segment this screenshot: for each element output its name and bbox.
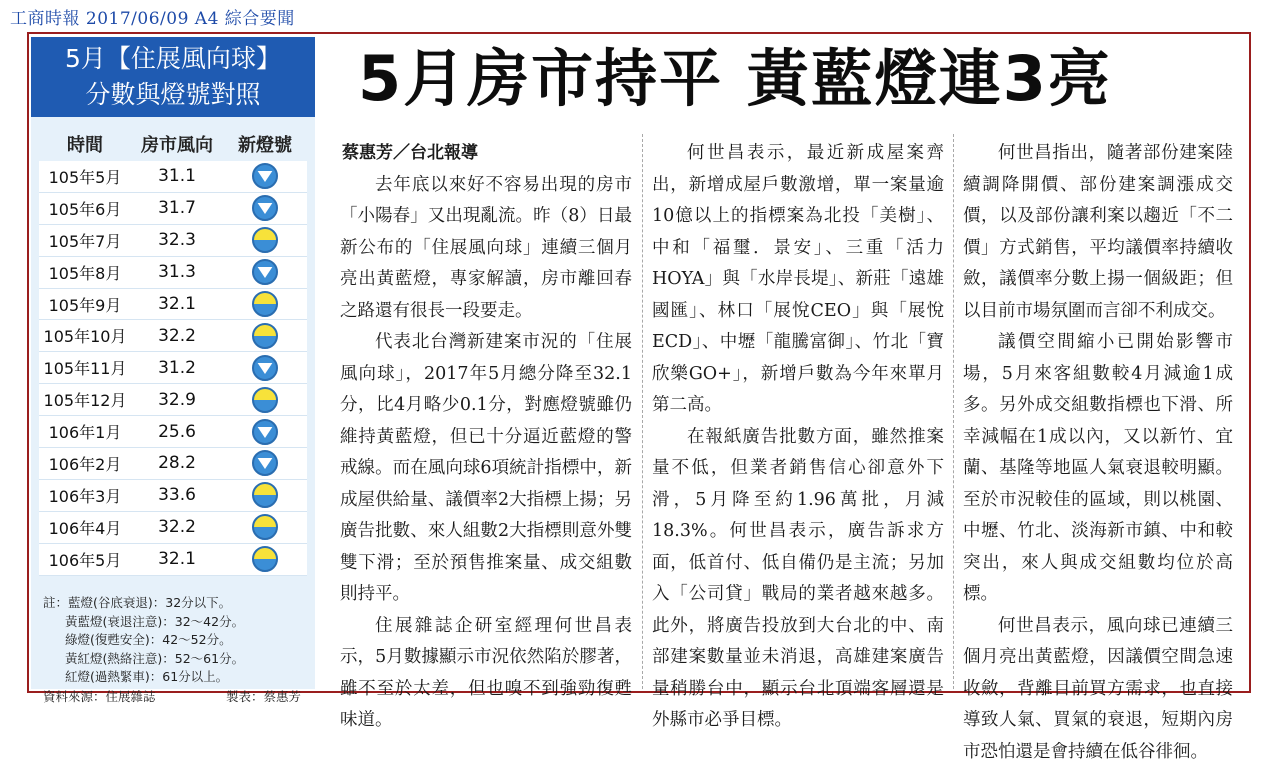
- row-score: 32.1: [131, 549, 223, 569]
- blue-lamp-icon: [252, 195, 278, 221]
- row-time: 106年4月: [39, 516, 131, 539]
- article-column-3: [963, 138, 1233, 693]
- headline: 5月房市持平 黃藍燈連3亮: [358, 34, 1238, 124]
- header-time: 時間: [39, 131, 131, 157]
- paragraph: 何世昌指出，隨著部份建案陸續調降開價、部份建案調漲成交價，以及部份讓利案以趨近「不二價」方式銷售，平均議價率持續收斂，議價率分數上揚一個級距；但以目前市場氛圍而言卻不利成交。: [963, 138, 1233, 327]
- row-lamp: [223, 387, 307, 413]
- row-lamp: [223, 259, 307, 285]
- row-lamp: [223, 355, 307, 381]
- yellow-blue-lamp-icon: [252, 323, 278, 349]
- blue-lamp-icon: [252, 450, 278, 476]
- row-score: 25.6: [131, 422, 223, 442]
- byline: 蔡惠芳／台北報導: [340, 138, 632, 170]
- table-row: [39, 257, 307, 289]
- note-blue: 註：藍燈(谷底衰退)：32分以下。: [43, 594, 313, 613]
- table-row: [39, 193, 307, 225]
- row-score: 32.1: [131, 294, 223, 314]
- header-lamp: 新燈號: [223, 131, 307, 157]
- table-row: [39, 289, 307, 321]
- row-lamp: [223, 163, 307, 189]
- row-time: 105年9月: [39, 293, 131, 316]
- table-row: [39, 544, 307, 576]
- paragraph: 議價空間縮小已開始影響市場，5月來客組數較4月減逾1成多。另外成交組數指標也下滑、所幸減幅在1成以內，又以新竹、宜蘭、基隆等地區人氣衰退較明顯。至於市況較佳的區域，則以桃園、中壢、竹北、淡海新市鎮、中和較突出，來人與成交組數均位於高標。: [963, 327, 1233, 611]
- note-yellow-blue: 黃藍燈(衰退注意)：32～42分。: [43, 613, 313, 632]
- info-panel: [31, 37, 315, 689]
- table-body: [39, 161, 307, 576]
- score-table: [39, 127, 307, 576]
- row-time: 106年1月: [39, 420, 131, 443]
- row-score: 31.1: [131, 166, 223, 186]
- table-editor: 製表：蔡惠芳: [226, 688, 313, 707]
- row-lamp: [223, 227, 307, 253]
- row-lamp: [223, 419, 307, 445]
- panel-title: [31, 37, 315, 117]
- yellow-blue-lamp-icon: [252, 387, 278, 413]
- panel-title-line2: 分數與燈號對照: [31, 77, 315, 113]
- blue-lamp-icon: [252, 259, 278, 285]
- table-row: [39, 480, 307, 512]
- row-time: 105年7月: [39, 229, 131, 252]
- legend-notes: [43, 594, 313, 706]
- note-red: 紅燈(過熱緊車)：61分以上。: [43, 668, 313, 687]
- row-time: 106年2月: [39, 452, 131, 475]
- row-score: 28.2: [131, 453, 223, 473]
- table-row: [39, 448, 307, 480]
- paragraph: 在報紙廣告批數方面，雖然推案量不低，但業者銷售信心卻意外下滑，5月降至約1.96萬批，月減18.3%。何世昌表示，廣告訴求方面，低首付、低自備仍是主流；另加入「公司貸」戰局的業者越來越多。此外，將廣告投放到大台北的中、南部建案數量並未消退，高雄建案廣告量稍勝台中，顯示台北頂端客層還是外縣市必爭目標。: [652, 422, 944, 737]
- row-lamp: [223, 546, 307, 572]
- data-source: 資料來源：住展雜誌: [43, 688, 156, 707]
- table-row: [39, 161, 307, 193]
- table-row: [39, 320, 307, 352]
- table-header: [39, 127, 307, 161]
- row-time: 106年5月: [39, 548, 131, 571]
- newspaper-source-line: 工商時報 2017/06/09 A4 綜合要聞: [10, 4, 295, 28]
- row-time: 105年8月: [39, 261, 131, 284]
- row-score: 31.2: [131, 358, 223, 378]
- table-row: [39, 384, 307, 416]
- panel-title-line1: 5月【住展風向球】: [31, 41, 315, 77]
- table-row: [39, 352, 307, 384]
- row-score: 31.3: [131, 262, 223, 282]
- note-green: 綠燈(復甦安全)：42～52分。: [43, 631, 313, 650]
- yellow-blue-lamp-icon: [252, 482, 278, 508]
- row-time: 105年10月: [39, 324, 131, 347]
- article-column-2: [652, 138, 944, 693]
- paragraph: 住展雜誌企研室經理何世昌表示，5月數據顯示市況依然陷於膠著，雖不至於太差，但也嗅不到強勁復甦味道。: [340, 611, 632, 737]
- header-score: 房市風向: [131, 131, 223, 157]
- article-column-1: [340, 138, 632, 693]
- blue-lamp-icon: [252, 355, 278, 381]
- column-divider: [642, 134, 643, 689]
- row-score: 32.9: [131, 390, 223, 410]
- blue-lamp-icon: [252, 163, 278, 189]
- yellow-blue-lamp-icon: [252, 291, 278, 317]
- row-time: 105年12月: [39, 388, 131, 411]
- column-divider: [953, 134, 954, 689]
- row-time: 106年3月: [39, 484, 131, 507]
- row-lamp: [223, 450, 307, 476]
- paragraph: 去年底以來好不容易出現的房市「小陽春」又出現亂流。昨（8）日最新公布的「住展風向球」連續三個月亮出黃藍燈，專家解讀，房市離回春之路還有很長一段要走。: [340, 170, 632, 328]
- source-row: [43, 688, 313, 707]
- row-score: 32.2: [131, 326, 223, 346]
- row-time: 105年11月: [39, 356, 131, 379]
- note-yellow-red: 黃紅燈(熱絡注意)：52～61分。: [43, 650, 313, 669]
- paragraph: 代表北台灣新建案市況的「住展風向球」，2017年5月總分降至32.1分，比4月略少0.1分，對應燈號雖仍維持黃藍燈，但已十分逼近藍燈的警戒線。而在風向球6項統計指標中，新成屋供給量、議價率2大指標上揚；另廣告批數、來人組數2大指標則意外雙雙下滑；至於預售推案量、成交組數則持平。: [340, 327, 632, 611]
- row-lamp: [223, 291, 307, 317]
- table-row: [39, 416, 307, 448]
- row-score: 32.2: [131, 517, 223, 537]
- row-time: 105年5月: [39, 165, 131, 188]
- row-lamp: [223, 482, 307, 508]
- row-lamp: [223, 195, 307, 221]
- table-row: [39, 512, 307, 544]
- row-score: 33.6: [131, 485, 223, 505]
- row-score: 31.7: [131, 198, 223, 218]
- blue-lamp-icon: [252, 419, 278, 445]
- row-score: 32.3: [131, 230, 223, 250]
- row-lamp: [223, 323, 307, 349]
- table-row: [39, 225, 307, 257]
- yellow-blue-lamp-icon: [252, 227, 278, 253]
- paragraph: 何世昌表示，風向球已連續三個月亮出黃藍燈，因議價空間急速收斂，背離目前買方需求，也直接導致人氣、買氣的衰退，短期內房市恐怕還是會持續在低谷徘徊。: [963, 611, 1233, 768]
- yellow-blue-lamp-icon: [252, 514, 278, 540]
- row-lamp: [223, 514, 307, 540]
- row-time: 105年6月: [39, 197, 131, 220]
- paragraph: 何世昌表示，最近新成屋案齊出，新增成屋戶數激增，單一案量逾10億以上的指標案為北投「美樹」、中和「福璽．景安」、三重「活力HOYA」與「水岸長堤」、新莊「遠雄國匯」、林口「展悅CEO」與「展悅ECD」、中壢「龍騰富御」、竹北「寶欣樂GO+」，新增戶數為今年來單月第二高。: [652, 138, 944, 422]
- yellow-blue-lamp-icon: [252, 546, 278, 572]
